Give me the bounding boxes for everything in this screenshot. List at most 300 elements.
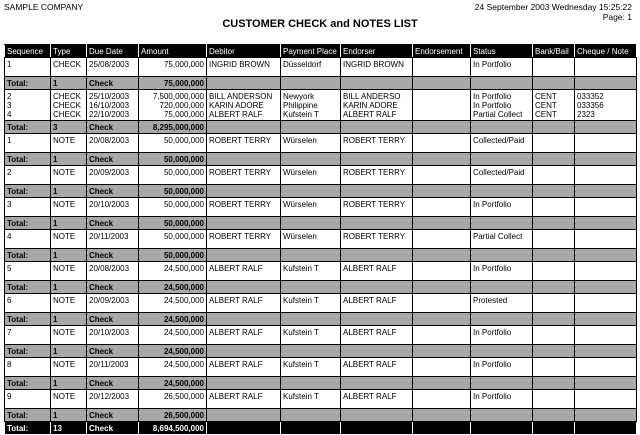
- total-empty-cell: [471, 377, 533, 390]
- cell-due-date: [87, 166, 139, 185]
- total-empty-cell: [413, 345, 471, 358]
- cell-endorser: [341, 166, 413, 185]
- total-empty-cell: [207, 217, 281, 230]
- total-count: 1: [51, 249, 87, 262]
- cell-debitor: [207, 166, 281, 185]
- company-name: SAMPLE COMPANY: [4, 2, 84, 12]
- cell-line: ALBERT RALF: [343, 110, 397, 119]
- cell-line: NOTE: [53, 168, 76, 177]
- total-empty-cell: [575, 185, 637, 198]
- total-empty-cell: [281, 422, 341, 435]
- cell-endorsement: [413, 134, 471, 153]
- cell-line: 3: [7, 200, 12, 209]
- cell-line: ALBERT RALF: [209, 264, 263, 273]
- cell-line: CHECK: [53, 92, 82, 101]
- cell-line: ALBERT RALF: [209, 110, 263, 119]
- total-type: Check: [87, 153, 139, 166]
- cell-endorser: [341, 134, 413, 153]
- cell-line: 25/08/2003: [89, 60, 130, 69]
- total-row: [5, 409, 637, 422]
- table-row: [5, 294, 637, 313]
- cell-line: 50,000,000: [163, 200, 204, 209]
- table-row: [5, 358, 637, 377]
- cell-line: CENT: [535, 110, 557, 119]
- total-label: Total:: [5, 422, 51, 435]
- cell-line: 7: [7, 328, 12, 337]
- cell-line: ROBERT TERRY: [343, 136, 406, 145]
- cell-debitor: [207, 262, 281, 281]
- cell-sequence: [5, 58, 51, 77]
- total-empty-cell: [341, 281, 413, 294]
- cell-line: 75,000,000: [163, 60, 204, 69]
- cell-payment-place: [281, 58, 341, 77]
- total-amount: 8,295,000,000: [139, 121, 207, 134]
- total-row: [5, 217, 637, 230]
- total-count: 1: [51, 313, 87, 326]
- total-empty-cell: [341, 313, 413, 326]
- cell-line: 4: [7, 232, 12, 241]
- cell-endorsement: [413, 230, 471, 249]
- cell-sequence: [5, 294, 51, 313]
- total-type: Check: [87, 313, 139, 326]
- cell-status: [471, 390, 533, 409]
- cell-line: In Portfolio: [473, 92, 512, 101]
- cell-line: 20/08/2003: [89, 264, 130, 273]
- total-type: Check: [87, 121, 139, 134]
- total-empty-cell: [575, 345, 637, 358]
- total-label: Total:: [5, 217, 51, 230]
- total-count: 1: [51, 281, 87, 294]
- cell-bank-bail: [533, 90, 575, 121]
- cell-cheque-note: [575, 134, 637, 153]
- total-empty-cell: [575, 422, 637, 435]
- cell-line: In Portfolio: [473, 60, 512, 69]
- cell-status: [471, 90, 533, 121]
- cell-type: [51, 198, 87, 217]
- cell-debitor: [207, 90, 281, 121]
- cell-status: [471, 262, 533, 281]
- cell-endorsement: [413, 326, 471, 345]
- table-row: [5, 230, 637, 249]
- table-row: [5, 134, 637, 153]
- cell-payment-place: [281, 90, 341, 121]
- report-datetime: 24 September 2003 Wednesday 15:25:22: [474, 2, 632, 12]
- cell-line: 033356: [577, 101, 604, 110]
- cell-endorser: [341, 294, 413, 313]
- col-due-date: Due Date: [87, 45, 139, 58]
- total-empty-cell: [413, 121, 471, 134]
- cell-line: In Portfolio: [473, 264, 512, 273]
- total-amount: 75,000,000: [139, 77, 207, 90]
- total-empty-cell: [413, 77, 471, 90]
- cell-amount: [139, 90, 207, 121]
- table-body: [5, 58, 637, 435]
- cell-line: Collected/Paid: [473, 136, 525, 145]
- cell-line: NOTE: [53, 136, 76, 145]
- cell-sequence: [5, 198, 51, 217]
- cell-status: [471, 166, 533, 185]
- total-label: Total:: [5, 185, 51, 198]
- cell-line: ROBERT TERRY: [343, 200, 406, 209]
- page-number: Page: 1: [602, 12, 632, 22]
- cell-line: NOTE: [53, 360, 76, 369]
- check-notes-table: [4, 44, 637, 435]
- total-empty-cell: [575, 77, 637, 90]
- cell-line: 2323: [577, 110, 595, 119]
- total-empty-cell: [281, 249, 341, 262]
- cell-endorsement: [413, 166, 471, 185]
- total-empty-cell: [281, 217, 341, 230]
- total-empty-cell: [533, 153, 575, 166]
- total-type: Check: [87, 249, 139, 262]
- total-amount: 8,694,500,000: [139, 422, 207, 435]
- col-endorser: Endorser: [341, 45, 413, 58]
- cell-sequence: [5, 166, 51, 185]
- cell-line: ALBERT RALF: [343, 328, 397, 337]
- cell-line: NOTE: [53, 392, 76, 401]
- total-empty-cell: [533, 281, 575, 294]
- cell-type: [51, 90, 87, 121]
- cell-line: 24,500,000: [163, 264, 204, 273]
- total-row: [5, 313, 637, 326]
- total-empty-cell: [281, 153, 341, 166]
- total-empty-cell: [341, 409, 413, 422]
- total-empty-cell: [281, 409, 341, 422]
- total-count: 1: [51, 409, 87, 422]
- table-row: [5, 326, 637, 345]
- cell-line: Kufstein T: [283, 264, 319, 273]
- total-empty-cell: [341, 185, 413, 198]
- total-amount: 50,000,000: [139, 249, 207, 262]
- cell-line: Newyork: [283, 92, 315, 101]
- cell-debitor: [207, 390, 281, 409]
- cell-line: KARIN ADORE: [209, 101, 264, 110]
- cell-payment-place: [281, 134, 341, 153]
- col-status: Status: [471, 45, 533, 58]
- total-empty-cell: [207, 313, 281, 326]
- cell-endorser: [341, 230, 413, 249]
- cell-line: 50,000,000: [163, 136, 204, 145]
- total-count: 1: [51, 217, 87, 230]
- total-empty-cell: [533, 422, 575, 435]
- cell-bank-bail: [533, 358, 575, 377]
- cell-line: NOTE: [53, 232, 76, 241]
- cell-type: [51, 58, 87, 77]
- cell-due-date: [87, 198, 139, 217]
- cell-endorsement: [413, 198, 471, 217]
- total-empty-cell: [533, 377, 575, 390]
- cell-endorsement: [413, 262, 471, 281]
- total-count: 1: [51, 345, 87, 358]
- cell-line: 7,500,000,000: [152, 92, 204, 101]
- cell-type: [51, 262, 87, 281]
- cell-line: 75,000,000: [163, 110, 204, 119]
- total-type: Check: [87, 409, 139, 422]
- cell-payment-place: [281, 166, 341, 185]
- total-empty-cell: [207, 422, 281, 435]
- cell-amount: [139, 166, 207, 185]
- cell-line: ROBERT TERRY: [209, 168, 272, 177]
- total-row: [5, 377, 637, 390]
- cell-amount: [139, 390, 207, 409]
- total-empty-cell: [471, 185, 533, 198]
- total-empty-cell: [413, 217, 471, 230]
- cell-endorsement: [413, 358, 471, 377]
- total-count: 13: [51, 422, 87, 435]
- cell-endorser: [341, 90, 413, 121]
- cell-line: 50,000,000: [163, 232, 204, 241]
- total-empty-cell: [207, 409, 281, 422]
- col-bank-bail: Bank/Bail: [533, 45, 575, 58]
- cell-line: Würselen: [283, 168, 317, 177]
- cell-line: 24,500,000: [163, 328, 204, 337]
- cell-line: NOTE: [53, 296, 76, 305]
- cell-line: Würselen: [283, 136, 317, 145]
- cell-amount: [139, 230, 207, 249]
- total-empty-cell: [575, 153, 637, 166]
- cell-amount: [139, 58, 207, 77]
- col-endorsement: Endorsement: [413, 45, 471, 58]
- total-empty-cell: [575, 217, 637, 230]
- cell-type: [51, 166, 87, 185]
- total-empty-cell: [341, 77, 413, 90]
- cell-status: [471, 326, 533, 345]
- total-count: 1: [51, 153, 87, 166]
- total-empty-cell: [533, 217, 575, 230]
- cell-line: INGRID BROWN: [209, 60, 270, 69]
- cell-due-date: [87, 262, 139, 281]
- total-amount: 24,500,000: [139, 281, 207, 294]
- total-empty-cell: [207, 121, 281, 134]
- total-label: Total:: [5, 377, 51, 390]
- cell-amount: [139, 134, 207, 153]
- table-row: [5, 166, 637, 185]
- cell-sequence: [5, 262, 51, 281]
- cell-payment-place: [281, 390, 341, 409]
- cell-type: [51, 390, 87, 409]
- cell-line: Düsseldorf: [283, 60, 322, 69]
- cell-bank-bail: [533, 326, 575, 345]
- cell-sequence: [5, 90, 51, 121]
- cell-line: KARIN ADORE: [343, 101, 398, 110]
- total-amount: 50,000,000: [139, 185, 207, 198]
- cell-due-date: [87, 390, 139, 409]
- cell-line: 24,500,000: [163, 296, 204, 305]
- cell-line: CENT: [535, 92, 557, 101]
- cell-bank-bail: [533, 198, 575, 217]
- cell-due-date: [87, 58, 139, 77]
- cell-line: 720,000,000: [159, 101, 204, 110]
- cell-line: 20/08/2003: [89, 136, 130, 145]
- cell-line: ROBERT TERRY: [343, 232, 406, 241]
- cell-cheque-note: [575, 90, 637, 121]
- cell-status: [471, 294, 533, 313]
- cell-line: 20/12/2003: [89, 392, 130, 401]
- cell-cheque-note: [575, 198, 637, 217]
- total-empty-cell: [533, 249, 575, 262]
- cell-endorser: [341, 358, 413, 377]
- total-label: Total:: [5, 249, 51, 262]
- total-type: Check: [87, 377, 139, 390]
- cell-debitor: [207, 134, 281, 153]
- cell-endorser: [341, 326, 413, 345]
- cell-line: ALBERT RALF: [343, 392, 397, 401]
- total-empty-cell: [533, 409, 575, 422]
- cell-line: 50,000,000: [163, 168, 204, 177]
- cell-due-date: [87, 294, 139, 313]
- cell-bank-bail: [533, 390, 575, 409]
- cell-status: [471, 230, 533, 249]
- total-amount: 24,500,000: [139, 345, 207, 358]
- cell-cheque-note: [575, 358, 637, 377]
- cell-line: 20/11/2003: [89, 232, 129, 241]
- cell-line: Kufstein T: [283, 392, 319, 401]
- cell-payment-place: [281, 358, 341, 377]
- table-row: [5, 390, 637, 409]
- cell-line: 3: [7, 101, 12, 110]
- cell-line: Partial Collect: [473, 110, 523, 119]
- total-empty-cell: [281, 377, 341, 390]
- total-empty-cell: [341, 377, 413, 390]
- total-empty-cell: [341, 345, 413, 358]
- cell-amount: [139, 294, 207, 313]
- total-empty-cell: [281, 281, 341, 294]
- cell-line: ALBERT RALF: [209, 392, 263, 401]
- cell-line: CHECK: [53, 101, 82, 110]
- col-sequence: Sequence: [5, 45, 51, 58]
- cell-cheque-note: [575, 390, 637, 409]
- total-empty-cell: [471, 249, 533, 262]
- cell-line: ALBERT RALF: [343, 264, 397, 273]
- cell-line: 8: [7, 360, 12, 369]
- cell-line: 16/10/2003: [89, 101, 130, 110]
- total-empty-cell: [471, 422, 533, 435]
- total-label: Total:: [5, 153, 51, 166]
- total-empty-cell: [341, 153, 413, 166]
- total-row: [5, 121, 637, 134]
- total-count: 1: [51, 185, 87, 198]
- cell-line: 2: [7, 92, 12, 101]
- cell-line: In Portfolio: [473, 200, 512, 209]
- cell-payment-place: [281, 294, 341, 313]
- cell-line: CHECK: [53, 110, 82, 119]
- total-label: Total:: [5, 313, 51, 326]
- cell-payment-place: [281, 262, 341, 281]
- total-empty-cell: [341, 249, 413, 262]
- total-empty-cell: [207, 153, 281, 166]
- cell-type: [51, 326, 87, 345]
- cell-debitor: [207, 326, 281, 345]
- cell-line: 6: [7, 296, 12, 305]
- total-empty-cell: [281, 345, 341, 358]
- total-count: 1: [51, 77, 87, 90]
- cell-line: 1: [7, 60, 12, 69]
- cell-due-date: [87, 230, 139, 249]
- total-row: [5, 77, 637, 90]
- cell-bank-bail: [533, 294, 575, 313]
- cell-line: In Portfolio: [473, 360, 512, 369]
- cell-line: Kufstein T: [283, 296, 319, 305]
- cell-line: ALBERT RALF: [209, 360, 263, 369]
- cell-amount: [139, 326, 207, 345]
- total-label: Total:: [5, 77, 51, 90]
- cell-type: [51, 134, 87, 153]
- total-empty-cell: [281, 77, 341, 90]
- total-empty-cell: [413, 377, 471, 390]
- total-amount: 24,500,000: [139, 377, 207, 390]
- total-count: 1: [51, 377, 87, 390]
- cell-endorsement: [413, 90, 471, 121]
- cell-line: Kufstein T: [283, 328, 319, 337]
- total-empty-cell: [413, 249, 471, 262]
- cell-line: ROBERT TERRY: [209, 136, 272, 145]
- total-count: 3: [51, 121, 87, 134]
- total-empty-cell: [471, 409, 533, 422]
- cell-line: In Portfolio: [473, 328, 512, 337]
- cell-sequence: [5, 326, 51, 345]
- table-row: [5, 198, 637, 217]
- cell-endorser: [341, 390, 413, 409]
- cell-line: 20/09/2003: [89, 296, 130, 305]
- table-row: [5, 90, 637, 121]
- cell-sequence: [5, 134, 51, 153]
- table-row: [5, 58, 637, 77]
- cell-line: Philippine: [283, 101, 318, 110]
- cell-line: Collected/Paid: [473, 168, 525, 177]
- cell-line: ROBERT TERRY: [343, 168, 406, 177]
- total-label: Total:: [5, 409, 51, 422]
- total-empty-cell: [413, 409, 471, 422]
- cell-line: 9: [7, 392, 12, 401]
- cell-type: [51, 358, 87, 377]
- cell-cheque-note: [575, 262, 637, 281]
- cell-sequence: [5, 390, 51, 409]
- total-empty-cell: [207, 249, 281, 262]
- cell-endorser: [341, 262, 413, 281]
- cell-amount: [139, 358, 207, 377]
- cell-due-date: [87, 134, 139, 153]
- cell-status: [471, 358, 533, 377]
- cell-cheque-note: [575, 230, 637, 249]
- total-empty-cell: [207, 281, 281, 294]
- cell-status: [471, 198, 533, 217]
- cell-debitor: [207, 358, 281, 377]
- total-amount: 26,500,000: [139, 409, 207, 422]
- total-empty-cell: [471, 313, 533, 326]
- total-empty-cell: [413, 281, 471, 294]
- total-type: Check: [87, 77, 139, 90]
- total-empty-cell: [281, 185, 341, 198]
- cell-debitor: [207, 294, 281, 313]
- cell-line: 20/09/2003: [89, 168, 130, 177]
- col-type: Type: [51, 45, 87, 58]
- total-empty-cell: [471, 153, 533, 166]
- cell-bank-bail: [533, 230, 575, 249]
- cell-sequence: [5, 358, 51, 377]
- total-empty-cell: [575, 281, 637, 294]
- total-type: Check: [87, 345, 139, 358]
- cell-line: ALBERT RALF: [343, 296, 397, 305]
- cell-cheque-note: [575, 166, 637, 185]
- cell-amount: [139, 262, 207, 281]
- cell-line: Würselen: [283, 200, 317, 209]
- cell-payment-place: [281, 198, 341, 217]
- cell-line: 5: [7, 264, 12, 273]
- cell-line: Partial Collect: [473, 232, 523, 241]
- cell-due-date: [87, 90, 139, 121]
- col-payment-place: Payment Place: [281, 45, 341, 58]
- cell-line: 20/10/2003: [89, 328, 130, 337]
